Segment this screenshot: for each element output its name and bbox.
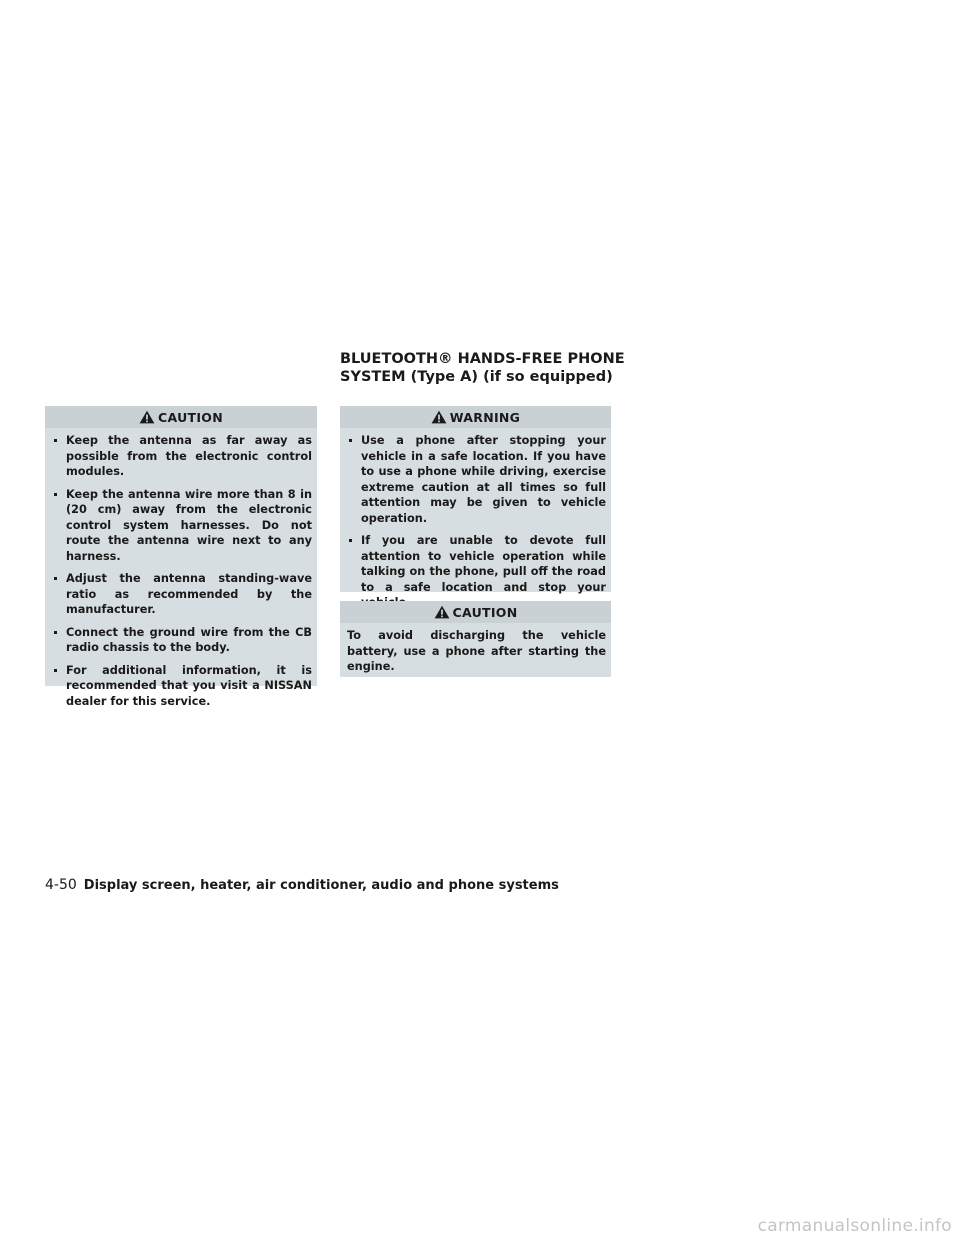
warning-triangle-icon [431,410,447,424]
section-title-line-2: SYSTEM (Type A) (if so equipped) [340,369,613,385]
list-item: Adjust the antenna standing-wave ratio as recommended by the manufacturer. [52,571,312,618]
list-item: If you are unable to devote full attention to vehicle operation while talking on the phone, pull off the road to a safe location and stop your [347,533,606,611]
warning-box-phone-use [340,406,611,592]
page-footer [45,877,559,893]
caution-heading [340,601,611,623]
caution-box-antenna [45,406,317,708]
list-item: Keep the antenna as far away as possible from the electronic control modules. [52,433,312,480]
caution-text: To avoid discharging the vehicle battery, use a phone after starting the engine. [347,629,606,673]
page-number: 4-50 [45,877,77,893]
caution-heading-label: CAUTION [158,409,223,425]
chapter-title: Display screen, heater, air conditioner, audio and phone systems [83,878,559,893]
warning-heading [340,406,611,428]
list-item: For additional information, it is recommended that you visit a NISSAN dealer for this service. [52,663,312,710]
warning-list [347,433,606,611]
caution-box-battery [340,601,611,677]
list-item: Connect the ground wire from the CB radio chassis to the body. [52,625,312,656]
watermark: carmanualsonline.info [757,1216,952,1236]
caution-heading-label: CAUTION [452,604,518,620]
caution-heading [45,406,317,428]
list-item: Keep the antenna wire more than 8 in (20 cm) away from the electronic control system harnesses. Do not route the antenna wire next to any harness. [52,487,312,565]
section-title [340,350,640,386]
caution-list [52,433,312,709]
warning-heading-label: WARNING [449,409,521,425]
list-item: Use a phone after stopping your vehicle in a safe location. If you have to use a phone while driving, exercise extreme caution at all times so full attention may be given to vehicle operation. [347,433,606,526]
warning-triangle-icon [139,410,155,424]
warning-triangle-icon [434,605,450,619]
section-title-line-1: BLUETOOTH® HANDS-FREE PHONE [340,351,625,367]
